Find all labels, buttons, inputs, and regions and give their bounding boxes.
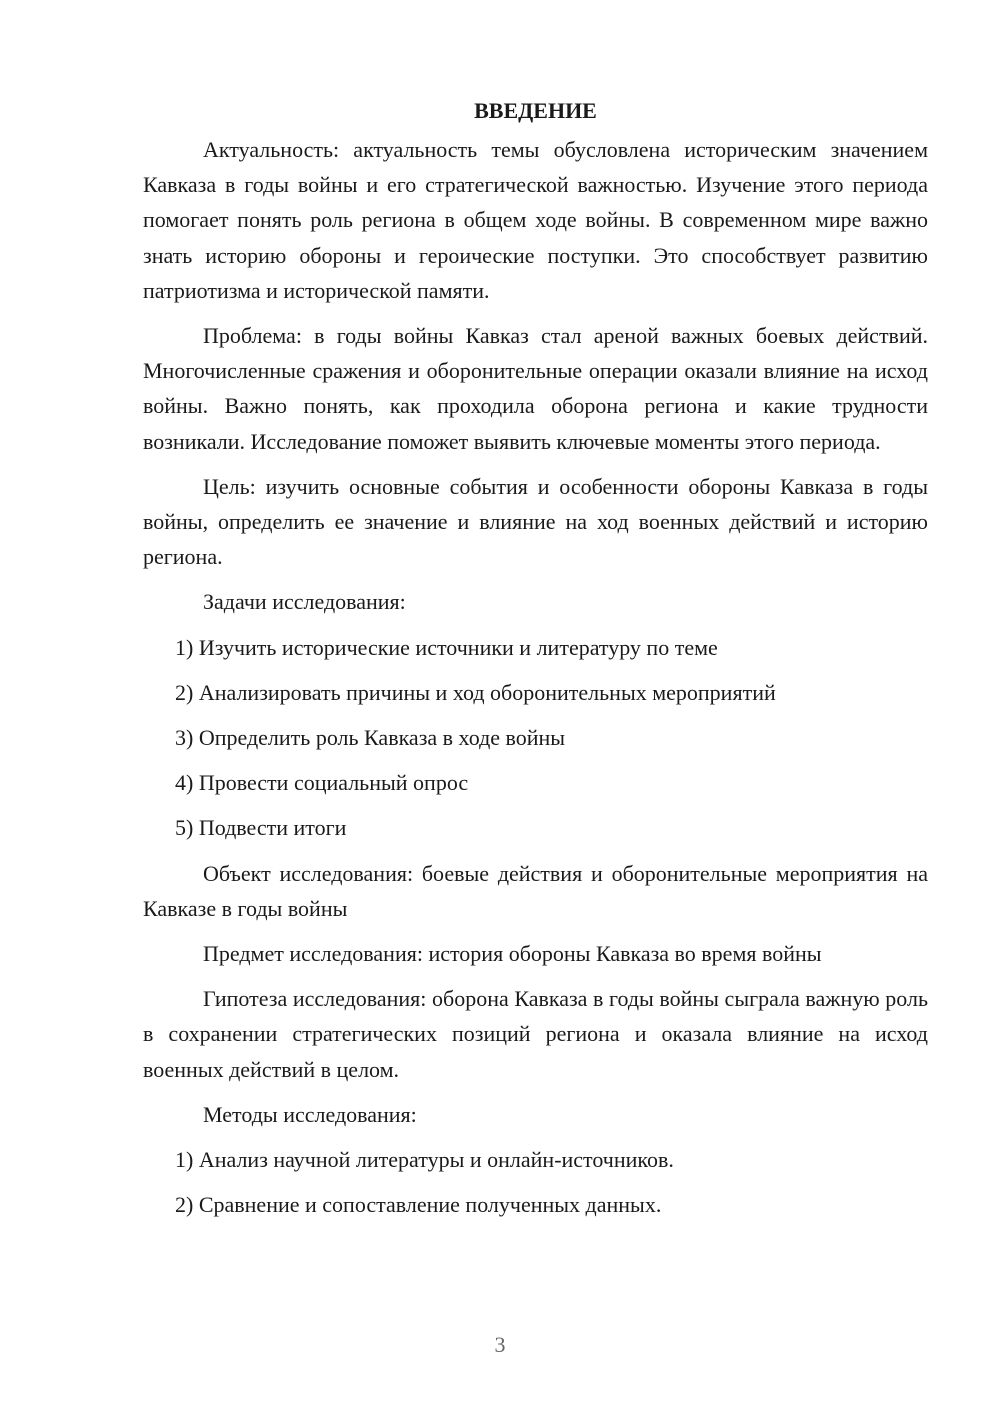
subject-paragraph: Предмет исследования: история обороны Кавказа во время войны [203, 941, 822, 967]
tasks-list [143, 630, 928, 846]
page-number: 3 [494, 1332, 506, 1357]
relevance-paragraph: Актуальность: актуальность темы обусловлена историческим значением Кавказа в годы войны и его стратегической важностью. Изучение этого периода помогает понять роль региона в общем ходе войны. В современном мире важно знать историю обороны и героические поступки. Это способствует развитию патриотизма и исторической памяти. [143, 137, 928, 303]
list-item: 1) Изучить исторические источники и литературу по теме [175, 634, 718, 660]
list-item: 5) Подвести итоги [175, 815, 347, 841]
list-item: 4) Провести социальный опрос [175, 770, 469, 796]
list-item: 2) Анализировать причины и ход оборонительных мероприятий [175, 679, 776, 705]
hypothesis-paragraph: Гипотеза исследования: оборона Кавказа в годы войны сыграла важную роль в сохранении стратегических позиций региона и оказала влияние на исход военных действий в целом. [143, 986, 928, 1082]
methods-label: Методы исследования: [203, 1101, 417, 1127]
document-page [143, 93, 928, 1232]
methods-list [143, 1142, 928, 1222]
goal-paragraph: Цель: изучить основные события и особенности обороны Кавказа в годы войны, определить ее значение и влияние на ход военных действий и историю региона. [143, 473, 928, 570]
list-item: 2) Сравнение и сопоставление полученных данных. [175, 1192, 662, 1218]
problem-paragraph: Проблема: в годы войны Кавказ стал ареной важных боевых действий. Многочисленные сражения и оборонительные операции оказали влияние на исход войны. Важно понять, как проходила оборона региона и какие трудности возникали. Исследование поможет выявить ключевые моменты этого периода. [143, 323, 928, 454]
object-paragraph: Объект исследования: боевые действия и оборонительные мероприятия на Кавказе в годы войны [143, 860, 928, 921]
list-item: 1) Анализ научной литературы и онлайн-источников. [175, 1147, 674, 1173]
section-title: ВВЕДЕНИЕ [474, 98, 597, 123]
list-item: 3) Определить роль Кавказа в ходе войны [175, 725, 566, 751]
tasks-label: Задачи исследования: [203, 589, 406, 615]
